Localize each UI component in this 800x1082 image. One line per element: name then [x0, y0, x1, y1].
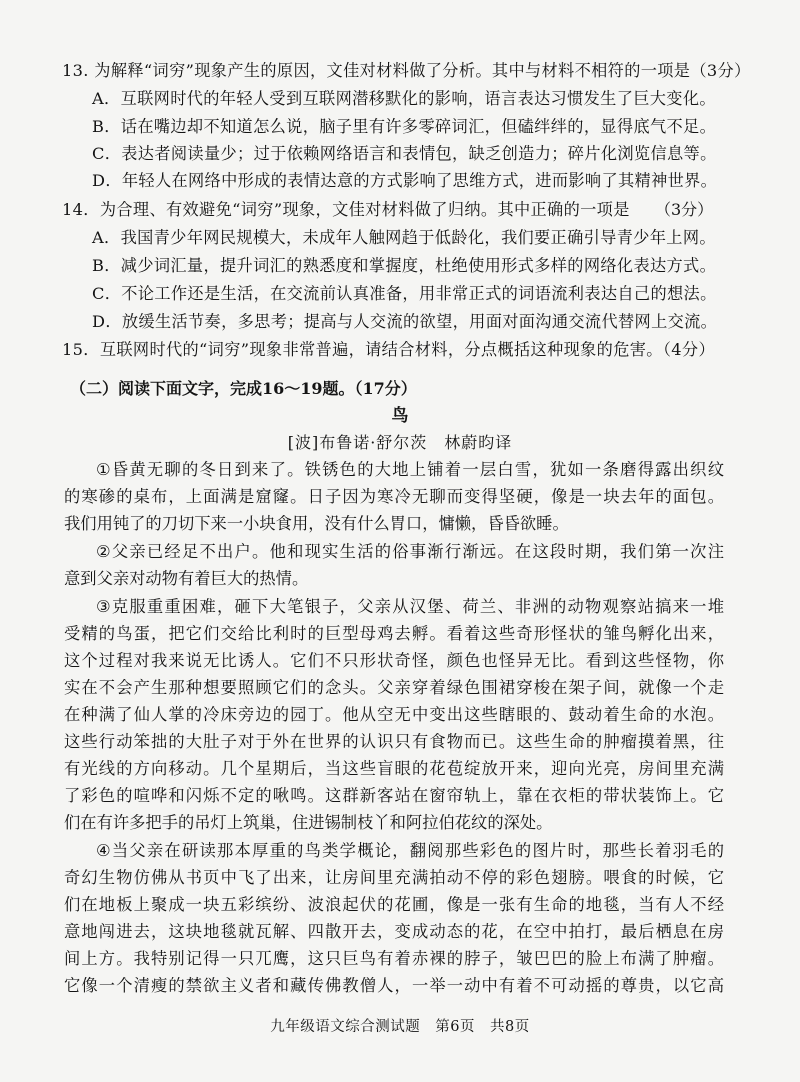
passage-line: 意到父亲对动物有着巨大的热情。 — [64, 569, 309, 588]
question-15-stem: 15．互联网时代的“词穷”现象非常普遍，请结合材料，分点概括这种现象的危害。（4分） — [62, 340, 715, 359]
passage-line: 它像一个清瘦的禁欲主义者和藏传佛教僧人，一举一动中有着不可动摇的尊贵，以它高 — [64, 976, 724, 995]
passage-line: ①昏黄无聊的冬日到来了。铁锈色的大地上铺着一层白雪，犹如一条磨得露出织纹 — [96, 460, 724, 479]
question-13-option-b: B．话在嘴边却不知道怎么说，脑子里有许多零碎词汇，但磕绊绊的，显得底气不足。 — [92, 117, 717, 136]
passage-line: ④当父亲在研读那本厚重的鸟类学概论，翻阅那些彩色的图片时，那些长着羽毛的 — [96, 841, 724, 860]
page-footer: 九年级语文综合测试题 第6页 共8页 — [270, 1019, 530, 1035]
passage-author: [波]布鲁诺·舒尔茨 林蔚昀译 — [287, 433, 513, 452]
passage-line: 在种满了仙人掌的冷床旁边的园丁。他从空无中变出这些瞎眼的、鼓动着生命的水泡。 — [64, 705, 724, 724]
passage-line: 实在不会产生那种想要照顾它们的念头。父亲穿着绿色围裙穿梭在架子间，就像一个走 — [64, 678, 724, 697]
passage-line: ②父亲已经足不出户。他和现实生活的俗事渐行渐远。在这段时期，我们第一次注 — [96, 542, 724, 561]
passage-line: 的寒碜的桌布，上面满是窟窿。日子因为寒冷无聊而变得坚硬，像是一块去年的面包。 — [64, 487, 724, 506]
question-13-stem: 13. 为解释“词穷”现象产生的原因，文佳对材料做了分析。其中与材料不相符的一项是（3分） — [62, 61, 751, 80]
passage-line: 这些行动笨拙的大肚子对于外在世界的认识只有食物而已。这些生命的肿瘤摸着黑，往 — [64, 732, 724, 751]
passage-line: 我们用钝了的刀切下来一小块食用，没有什么胃口，慵懒，昏昏欲睡。 — [64, 514, 569, 533]
section-heading: （二）阅读下面文字，完成16～19题。（17分） — [70, 379, 417, 398]
passage-line: ③克服重重困难，砸下大笔银子，父亲从汉堡、荷兰、非洲的动物观察站搞来一堆 — [96, 597, 724, 616]
question-13-option-a: A．互联网时代的年轻人受到互联网潜移默化的影响，语言表达习惯发生了巨大变化。 — [92, 89, 716, 108]
passage-line: 意地闯进去，这块地毯就瓦解、四散开去，变成动态的花，在空中拍打，最后栖息在房 — [64, 922, 724, 941]
question-13-option-c: C．表达者阅读量少；过于依赖网络语言和表情包，缺乏创造力；碎片化浏览信息等。 — [92, 144, 717, 163]
question-13-option-d: D．年轻人在网络中形成的表情达意的方式影响了思维方式，进而影响了其精神世界。 — [92, 171, 718, 190]
question-14-option-c: C．不论工作还是生活，在交流前认真准备，用非常正式的词语流利表达自己的想法。 — [92, 284, 717, 303]
passage-line: 间上方。我特别记得一只兀鹰，这只巨鸟有着赤裸的脖子，皱巴巴的脸上布满了肿瘤。 — [64, 949, 724, 968]
passage-line: 了彩色的喧哗和闪烁不定的啾鸣。这群新客站在窗帘轨上，靠在衣柜的带状装饰上。它 — [64, 786, 724, 805]
passage-line: 有光线的方向移动。几个星期后，当这些盲眼的花苞绽放开来，迎向光亮，房间里充满 — [64, 759, 724, 778]
question-14-option-b: B．减少词汇量，提升词汇的熟悉度和掌握度，杜绝使用形式多样的网络化表达方式。 — [92, 256, 717, 275]
passage-line: 奇幻生物仿佛从书页中飞了出来，让房间里充满拍动不停的彩色翅膀。喂食的时候，它 — [64, 868, 724, 887]
question-14-stem: 14．为合理、有效避免“词穷”现象，文佳对材料做了归纳。其中正确的一项是 — [62, 200, 630, 219]
question-14-score: （3分） — [655, 200, 714, 219]
passage-line: 们在有许多把手的吊灯上筑巢，住进锡制枝丫和阿拉伯花纹的深处。 — [64, 813, 553, 832]
passage-line: 受精的鸟蛋，把它们交给比利时的巨型母鸡去孵。看着这些奇形怪状的雏鸟孵化出来， — [64, 624, 724, 643]
passage-title: 鸟 — [391, 406, 409, 426]
question-14-option-d: D．放缓生活节奏，多思考；提高与人交流的欲望，用面对面沟通交流代替网上交流。 — [92, 312, 718, 331]
passage-line: 们在地板上聚成一块五彩缤纷、波浪起伏的花圃，像是一张有生命的地毯，当有人不经 — [64, 895, 724, 914]
question-14-option-a: A．我国青少年网民规模大，未成年人触网趋于低龄化，我们要正确引导青少年上网。 — [92, 228, 716, 247]
passage-line: 这个过程对我来说无比诱人。它们不只形状奇怪，颜色也怪异无比。看到这些怪物，你 — [64, 651, 724, 670]
